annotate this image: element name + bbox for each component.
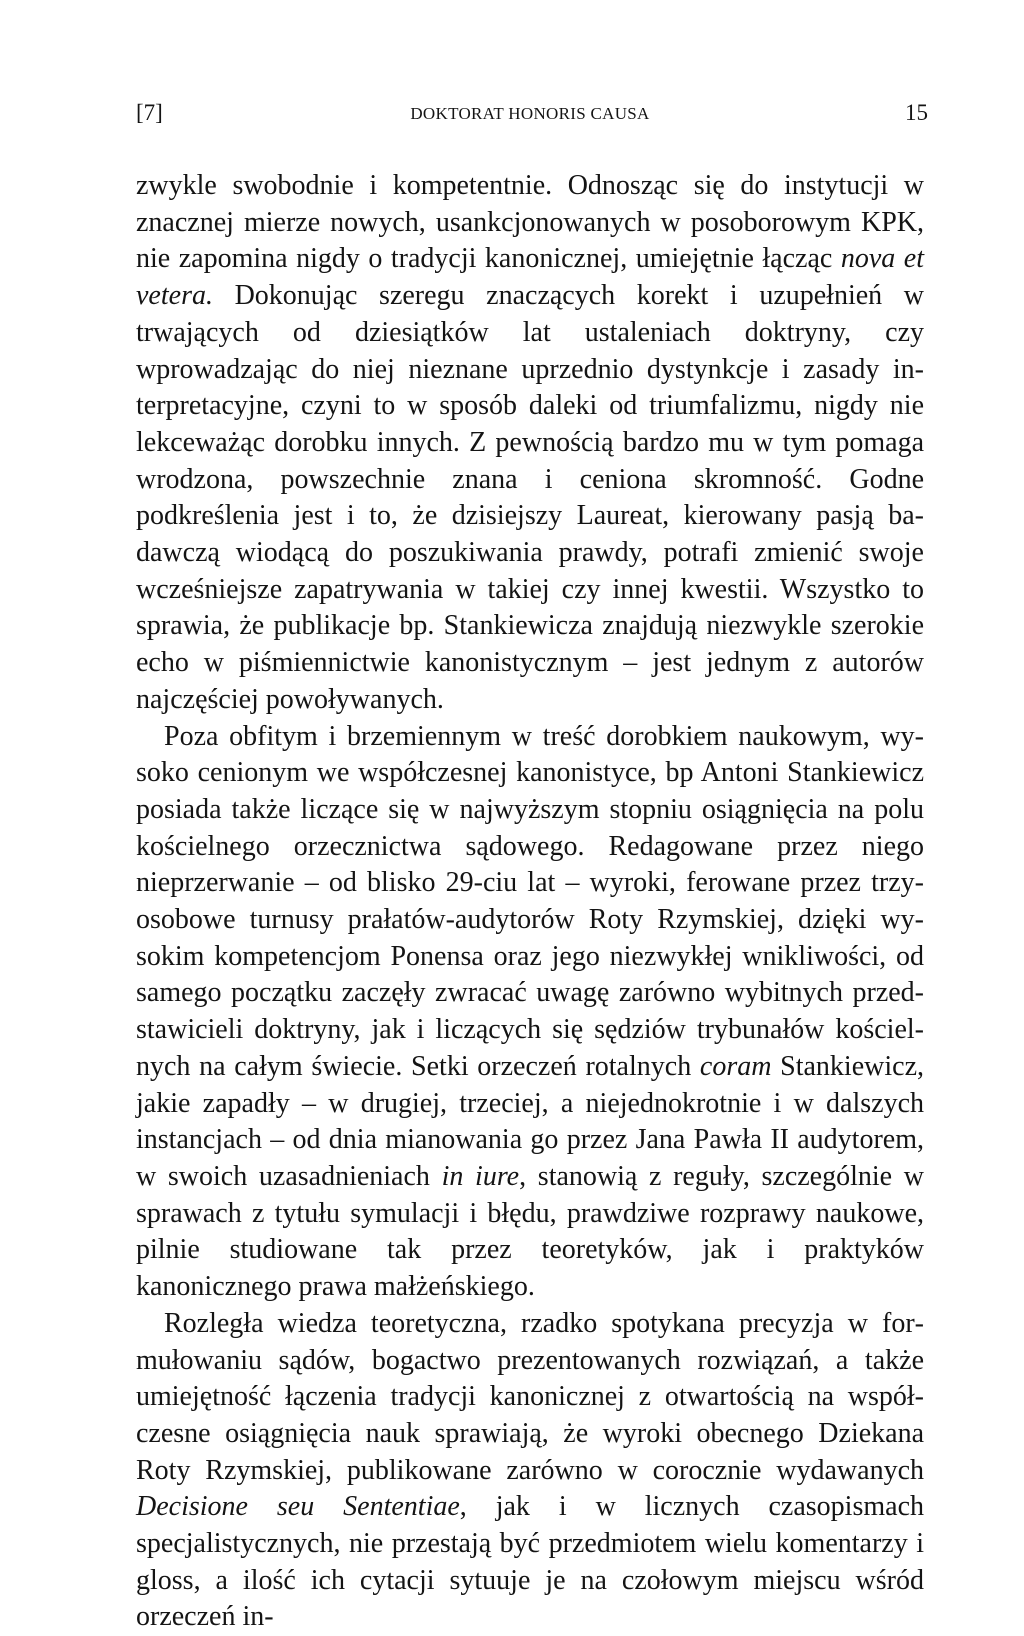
paragraph-2: [136, 719, 924, 1306]
running-header: [136, 98, 928, 128]
section-number: [7]: [136, 100, 163, 125]
text-run: , stanowią z reguły, szczególnie w sprawach z tytułu symulacji i błędu, prawdziwe rozprawy naukowe, pilnie studiowane tak przez teoretyków, jak i praktyków kanonicznego prawa małżeńskiego.: [136, 1160, 924, 1303]
text-run: Rozległa wiedza teoretyczna, rzadko spotykana precyzja w formułowaniu sądów, bogactwo prezentowanych rozwiązań, a także umiejętność łączenia tradycji kanonicznej z otwartością na współczesne osiągnięcia nauk sprawiają, że wyroki obecnego Dziekana Roty Rzymskiej, publikowane zarówno w corocznie wydawanych: [136, 1307, 924, 1486]
italic-run: in iure: [441, 1160, 520, 1192]
text-run: , jak i w licznych czasopismach specjalistycznych, nie przestają być przedmiotem wielu komentarzy i gloss, a ilość ich cytacji sytuuje je na czołowym miejscu wśród orzeczeń in-: [136, 1491, 924, 1633]
body-text: [136, 168, 924, 1636]
paragraph-1: [136, 168, 924, 719]
italic-run: Decisione seu Sententiae: [136, 1491, 460, 1523]
running-title: DOKTORAT HONORIS CAUSA: [410, 104, 650, 123]
text-run: Dokonując szeregu znaczących korekt i uzupełnień w trwających od dziesiątków lat ustaleniach doktryny, czy wprowadzając do niej nieznane uprzednio dystynkcje i zasady interpretacyjne, czyni to w sposób daleki od triumfalizmu, nigdy nie lekceważąc dorobku innych. Z pewnością bardzo mu w tym pomaga wrodzona, powszechnie znana i ceniona skromność. Godne podkreślenia jest i to, że dzisiejszy Laureat, kierowany pasją badawczą wiodącą do poszukiwania prawdy, potrafi zmienić swoje wcześniejsze zapatrywania w takiej czy innej kwestii. Wszystko to sprawia, że publikacje bp. Stankiewicza znajdują niezwykle szerokie echo w piśmiennictwie kanonistycznym – jest jednym z autorów najczęściej powoływanych.: [136, 280, 924, 715]
italic-run: nova et vetera.: [136, 243, 924, 312]
text-run: Stankiewicz, jakie zapadły – w drugiej, trzeciej, a niejednokrotnie i w dalszych instancjach – od dnia mianowania go przez Jana Pawła II audytorem, w swoich uzasadnieniach: [136, 1050, 924, 1192]
text-run: Poza obfitym i brzemiennym w treść dorobkiem naukowym, wysoko cenionym we współczesnej kanonistyce, bp Antoni Stankiewicz posiada także liczące się w najwyższym stopniu osiągnięcia na polu kościelnego orzecznictwa sądowego. Redagowane przez niego nieprzerwanie – od blisko 29-ciu lat – wyroki, ferowane przez trzyosobowe turnusy prałatów-audytorów Roty Rzymskiej, dzięki wysokim kompetencjom Ponensa oraz jego niezwykłej wnikliwości, od samego początku zaczęły zwracać uwagę zarówno wybitnych przedstawicieli doktryny, jak i liczących się sędziów trybunałów kościelnych na całym świecie. Setki orzeczeń rotalnych: [136, 720, 924, 1082]
italic-run: coram: [699, 1050, 772, 1082]
text-run: zwykle swobodnie i kompetentnie. Odnosząc się do instytucji w znacznej mierze nowych, usankcjonowanych w posoborowym KPK, nie zapomina nigdy o tradycji kanonicznej, umiejętnie łącząc: [136, 170, 924, 275]
page-number: 15: [905, 100, 928, 125]
